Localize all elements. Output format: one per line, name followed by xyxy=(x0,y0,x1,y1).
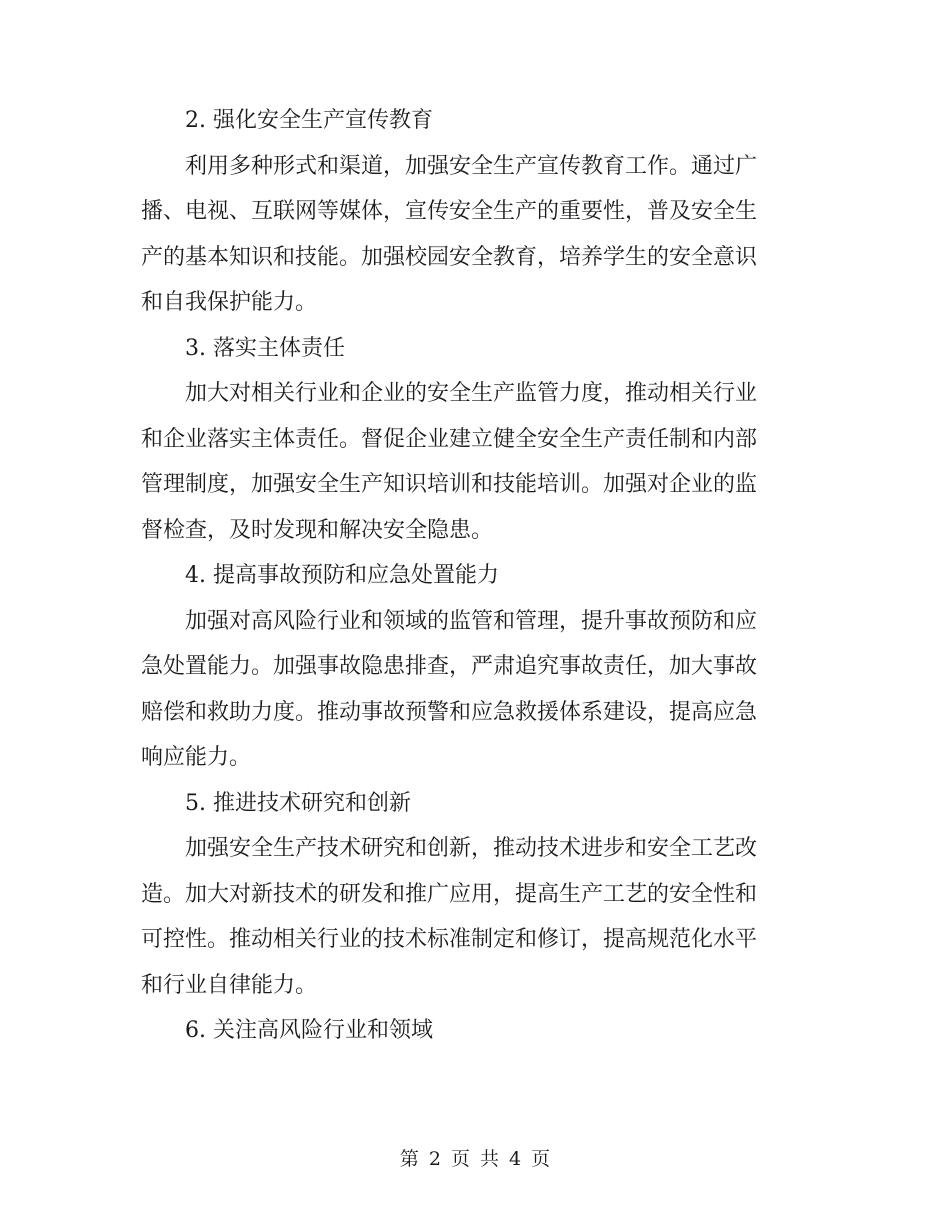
paragraph-line: 响应能力。 xyxy=(141,745,252,770)
section-heading-4: 4. 提高事故预防和应急处置能力 xyxy=(185,563,499,588)
paragraph-line: 和企业落实主体责任。督促企业建立健全安全生产责任制和内部 xyxy=(141,426,758,452)
document-body xyxy=(141,98,801,1054)
section-heading-3: 3. 落实主体责任 xyxy=(185,335,345,361)
paragraph-line: 加大对相关行业和企业的安全生产监管力度，推动相关行业 xyxy=(185,381,758,406)
paragraph-line: 急处置能力。加强事故隐患排查，严肃追究事故责任，加大事故 xyxy=(141,654,758,679)
section-heading-6: 6. 关注高风险行业和领域 xyxy=(185,1018,433,1043)
paragraph-line: 播、电视、互联网等媒体，宣传安全生产的重要性，普及安全生 xyxy=(141,199,758,224)
paragraph-line: 可控性。推动相关行业的技术标准制定和修订，提高规范化水平 xyxy=(141,927,758,952)
paragraph-line: 管理制度，加强安全生产知识培训和技能培训。加强对企业的监 xyxy=(141,472,758,497)
paragraph-line: 和行业自律能力。 xyxy=(141,972,318,998)
paragraph-line: 加强安全生产技术研究和创新，推动技术进步和安全工艺改 xyxy=(185,836,758,861)
paragraph-line: 产的基本知识和技能。加强校园安全教育，培养学生的安全意识 xyxy=(141,244,758,270)
paragraph-line: 造。加大对新技术的研发和推广应用，提高生产工艺的安全性和 xyxy=(141,881,758,907)
page-number-footer: 第 2 页 共 4 页 xyxy=(399,1148,551,1170)
section-heading-5: 5. 推进技术研究和创新 xyxy=(185,790,411,816)
paragraph-line: 督检查，及时发现和解决安全隐患。 xyxy=(141,517,494,543)
paragraph-line: 加强对高风险行业和领域的监管和管理，提升事故预防和应 xyxy=(185,608,758,634)
paragraph-line: 赔偿和救助力度。推动事故预警和应急救援体系建设，提高应急 xyxy=(141,699,758,725)
section-heading-2: 2. 强化安全生产宣传教育 xyxy=(185,108,433,133)
paragraph-line: 利用多种形式和渠道，加强安全生产宣传教育工作。通过广 xyxy=(185,153,758,179)
paragraph-line: 和自我保护能力。 xyxy=(141,290,318,315)
